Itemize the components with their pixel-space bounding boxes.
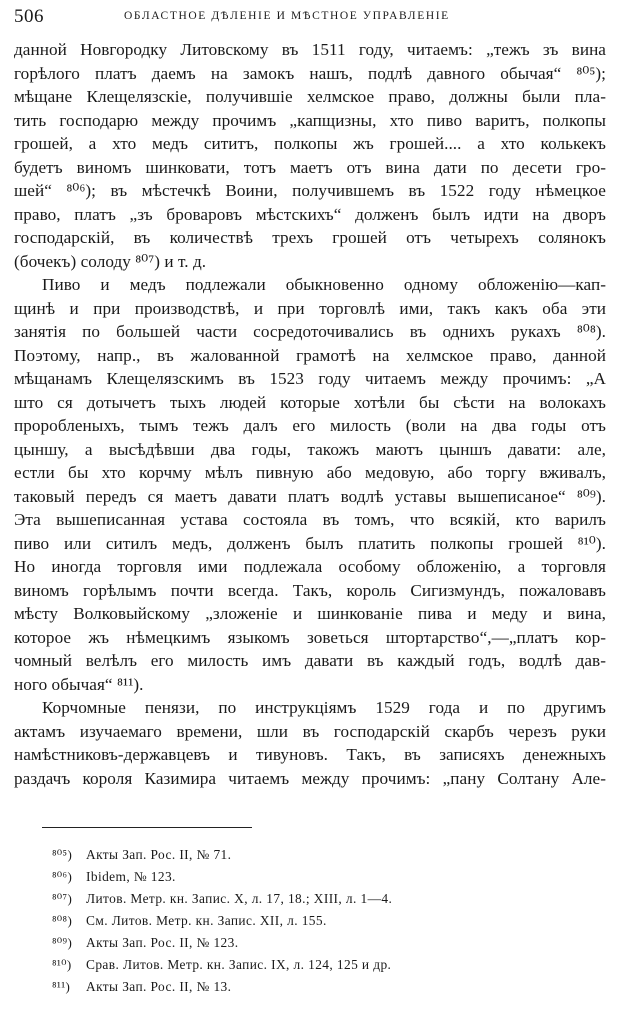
footnote-divider [42,827,252,828]
body-line: горѣлого платъ даемъ на замокъ нашъ, подлѣ давного обычая“ ⁸⁰⁵); [14,63,606,83]
footnote-mark: ⁸¹¹) [52,979,71,994]
body-text [14,38,606,790]
footnote [52,910,600,932]
body-line: чомный велѣлъ его милость имъ давати въ каждый годъ, водлѣ дав- [14,651,606,670]
footnote [52,976,600,998]
body-line: Эта вышеписанная устава состояла въ томъ, что всякій, кто варилъ [14,510,606,529]
footnote-mark: ⁸⁰⁸) [52,913,73,928]
body-line: право, платъ „зъ броваровъ мѣстскихъ“ долженъ былъ идти на дворъ [14,204,606,224]
body-line: таковый передъ ся маетъ давати платъ водлѣ уставы вышеписаное“ ⁸⁰⁹). [14,486,606,506]
body-line: естли бы хто корчму мѣлъ пивную або медовую, або торгу вживалъ, [14,463,606,482]
body-line: шей“ ⁸⁰⁶); въ мѣстечкѣ Воини, получившемъ въ 1522 году нѣмецкое [14,181,606,200]
page-header [14,6,606,30]
body-line: Корчомные пенязи, по инструкціямъ 1529 года и по другимъ [42,698,606,717]
footnote-mark: ⁸⁰⁶) [52,869,73,884]
body-line: щинѣ и при производствѣ, и при торговлѣ ими, такъ какъ оба эти [14,298,606,318]
footnote-text: Акты Зап. Рос. II, № 13. [86,979,232,994]
footnote-text: Ibidem, № 123. [86,869,176,884]
footnote [52,932,600,954]
body-line: цыншу, а высѣдѣвши два годы, такожъ маютъ цыншъ давати: але, [14,439,606,459]
footnotes [52,844,600,998]
body-line: тить господарю между прочимъ „капщизны, хто пиво варитъ, полкопы [14,110,606,130]
body-line: мѣсту Волковыйскому „зложеніе и шинкованіе пива и меду и вина, [14,604,606,623]
body-line: проробленыхъ, тымъ тежъ далъ его милость (воли на два годы отъ [14,416,606,435]
footnote-mark: ⁸⁰⁹) [52,935,73,950]
body-line: мѣщане Клещелязскіе, получившіе хелмское право, должны были пла- [14,87,606,106]
footnote-text: Срав. Литов. Метр. кн. Запис. IX, л. 124, 125 и др. [86,957,392,972]
body-line: што ся дотычетъ тыхъ людей которые хотѣли бы сѣсти на волокахъ [14,392,606,412]
body-line: актамъ изучаемаго времени, шли въ господарскій скарбъ черезъ руки [14,721,606,741]
footnote [52,844,600,866]
body-line: намѣстниковъ-державцевъ и тивуновъ. Такъ, въ записяхъ денежныхъ [14,745,606,764]
footnote-mark: ⁸⁰⁵) [52,847,73,862]
footnote-text: Акты Зап. Рос. II, № 123. [86,935,239,950]
body-line: грошей, а хто медъ сититъ, полкопы жъ грошей.... а хто колькекъ [14,134,606,153]
body-line: занятія по большей части сосредоточивались въ однихъ рукахъ ⁸⁰⁸). [14,322,606,341]
body-line: Пиво и медъ подлежали обыкновенно одному обложенію—кап- [42,275,606,294]
footnote-text: Акты Зап. Рос. II, № 71. [86,847,232,862]
footnote-mark: ⁸¹⁰) [52,957,72,972]
body-line: пиво или ситилъ медъ, долженъ былъ платить полкопы грошей ⁸¹⁰). [14,533,606,553]
body-line: ного обычая“ ⁸¹¹). [14,674,144,694]
footnote-mark: ⁸⁰⁷) [52,891,73,906]
body-line: которое жъ нѣмецкимъ языкомъ зовеτься штортарство“,—„платъ кор- [14,627,606,647]
body-line: будетъ виномъ шинковати, тотъ маетъ отъ вина дати по десети гро- [14,157,606,177]
body-line: виномъ горѣлымъ почти всегда. Такъ, король Сигизмундъ, пожаловавъ [14,580,606,600]
body-line: раздачъ короля Казимира читаемъ между прочимъ: „пану Солтану Але- [14,768,606,788]
footnote-text: Литов. Метр. кн. Запис. X, л. 17, 18.; XIII, л. 1—4. [86,891,393,906]
footnote [52,888,600,910]
footnote [52,866,600,888]
body-line: господарскій, въ количествѣ трехъ грошей отъ четырехъ солянокъ [14,228,606,247]
body-line: (бочекъ) солоду ⁸⁰⁷) и т. д. [14,251,207,271]
footnote-text: См. Литов. Метр. кн. Запис. XII, л. 155. [86,913,327,928]
body-line: Поэтому, напр., въ жалованной грамотѣ на хелмское право, данной [14,345,606,365]
body-line: Но иногда торговля ими подлежала особому обложенію, а торговля [14,557,606,576]
body-line: данной Новгородку Литовскому въ 1511 году, читаемъ: „тежъ зъ вина [14,40,606,59]
footnote [52,954,600,976]
running-head: ОБЛАСТНОЕ ДѢЛЕНІЕ И МѢСТНОЕ УПРАВЛЕНІЕ [124,10,450,22]
page-number: 506 [14,6,44,27]
body-line: мѣщанамъ Клещелязскимъ въ 1523 году читаемъ между прочимъ: „А [14,369,606,388]
